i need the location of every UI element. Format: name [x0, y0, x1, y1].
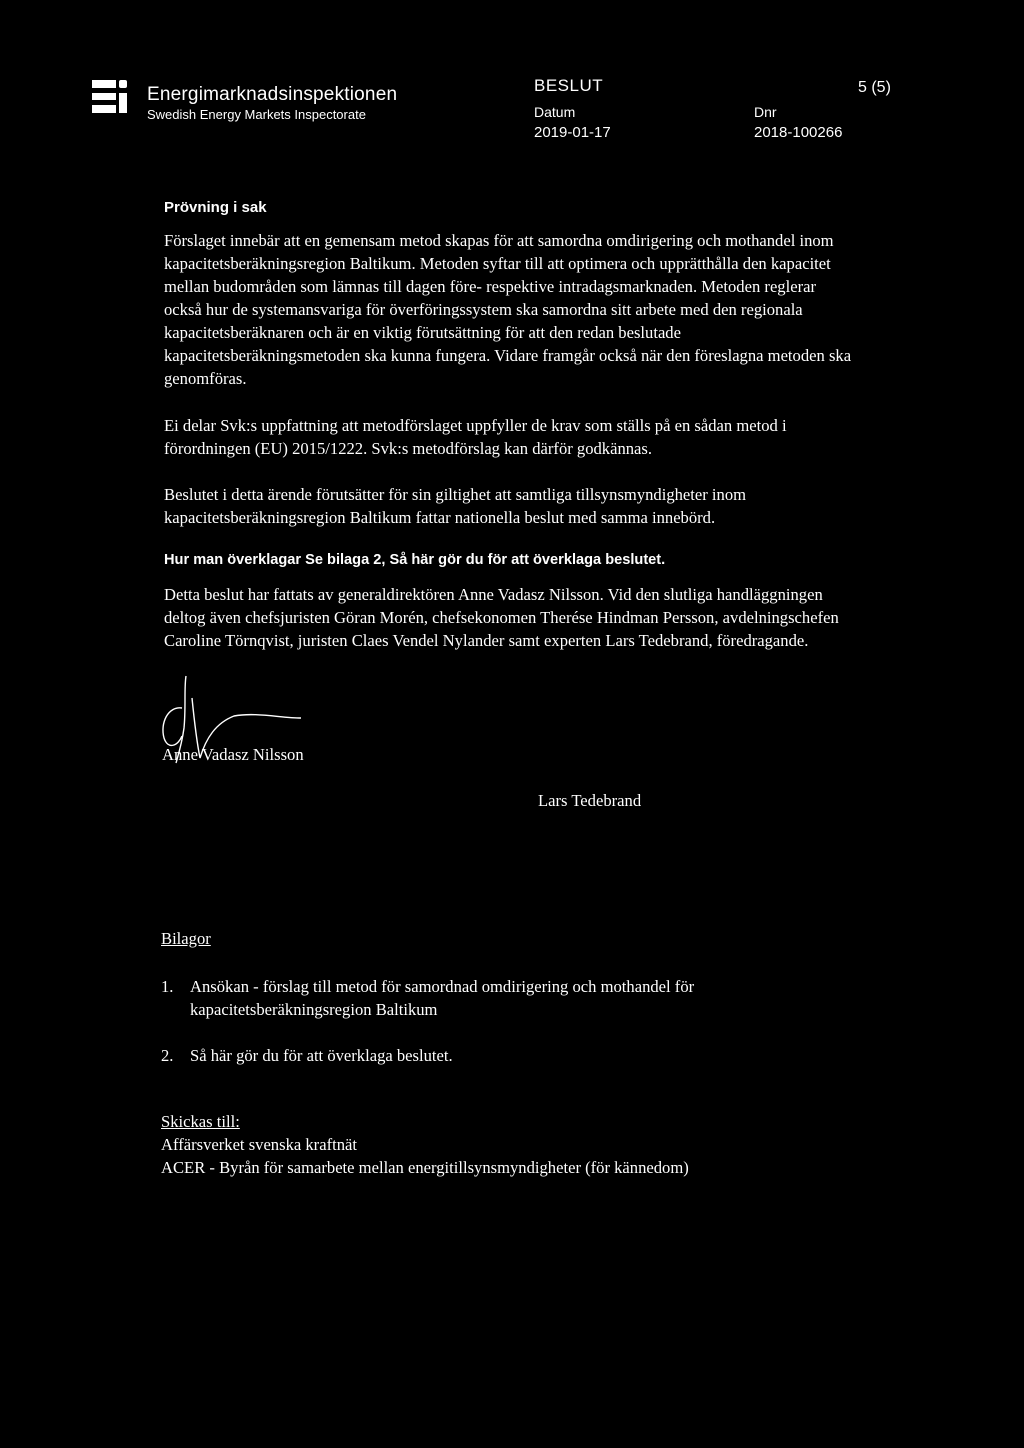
- list-item: [161, 1044, 801, 1067]
- recipient-1: Affärsverket svenska kraftnät: [161, 1135, 357, 1154]
- list-item-number: 2.: [161, 1046, 174, 1065]
- list-item-number: 1.: [161, 977, 174, 996]
- logo-dot: [119, 80, 127, 88]
- logo-bar: [92, 93, 116, 100]
- appeal-heading: Hur man överklagar Se bilaga 2, Så här gör du för att överklaga beslutet.: [164, 552, 666, 568]
- date-label: Datum: [534, 104, 576, 120]
- logo-stem: [119, 93, 127, 113]
- paragraph-2: Ei delar Svk:s uppfattning att metodförslaget uppfyller de krav som ställs på en sådan metod i förordningen (EU) 2015/1222. Svk:s metodförslag kan därför godkännas.: [164, 416, 787, 458]
- signer-1: Anne Vadasz Nilsson: [162, 745, 304, 764]
- decision-text: Detta beslut har fattats av generaldirektören Anne Vadasz Nilsson. Vid den slutliga handläggningen deltog även chefsjuristen Göran Morén, chefsekonomen Therése Hindman Persson, avdelningschefen Caroline Törnqvist, juristen Claes Vendel Nylander samt experten Lars Tedebrand, föredragande.: [164, 585, 839, 650]
- list-item-text: Ansökan - förslag till metod för samordnad omdirigering och mothandel för kapacitetsberäkningsregion Baltikum: [190, 977, 695, 1019]
- list-item-text: Så här gör du för att överklaga beslutet.: [190, 1046, 453, 1065]
- doc-type: BESLUT: [534, 76, 604, 95]
- paragraph-1: Förslaget innebär att en gemensam metod skapas för att samordna omdirigering och mothandel inom kapacitetsberäkningsregion Baltikum. Metoden syftar till att optimera och upprätthålla den kapacitet mellan budområden som lämnas till dagen före- respektive intradagsmarknaden. Metoden reglerar också hur de systemansvariga för överföringssystem ska samordna sitt arbete med den regionala kapacitetsberäknaren och är en viktig förutsättning för att den redan beslutade kapacitetsberäkningsmetoden ska kunna fungera. Vidare framgår också när den föreslagna metoden ska genomföras.: [164, 231, 852, 388]
- attachments-heading: Bilagor: [161, 929, 211, 948]
- logo: [92, 80, 136, 120]
- logo-bar: [92, 80, 116, 88]
- recipients-heading: Skickas till:: [161, 1112, 240, 1131]
- date-value: 2019-01-17: [534, 124, 611, 141]
- dnr-value: 2018-100266: [754, 124, 843, 141]
- paragraph-3: Beslutet i detta ärende förutsätter för sin giltighet att samtliga tillsynsmyndigheter inom kapacitetsberäkningsregion Baltikum fattar nationella beslut med samma innebörd.: [164, 485, 747, 527]
- recipient-2: ACER - Byrån för samarbete mellan energitillsynsmyndigheter (för kännedom): [161, 1158, 689, 1177]
- dnr-label: Dnr: [754, 104, 777, 120]
- attachments-list: [161, 975, 801, 1090]
- section-heading: Prövning i sak: [164, 199, 267, 216]
- page-number: 5 (5): [858, 79, 891, 96]
- signer-2: Lars Tedebrand: [538, 791, 642, 810]
- list-item: [161, 975, 801, 1021]
- logo-bar: [92, 105, 116, 113]
- org-name: Energimarknadsinspektionen: [147, 84, 398, 105]
- org-name-en: Swedish Energy Markets Inspectorate: [147, 107, 366, 122]
